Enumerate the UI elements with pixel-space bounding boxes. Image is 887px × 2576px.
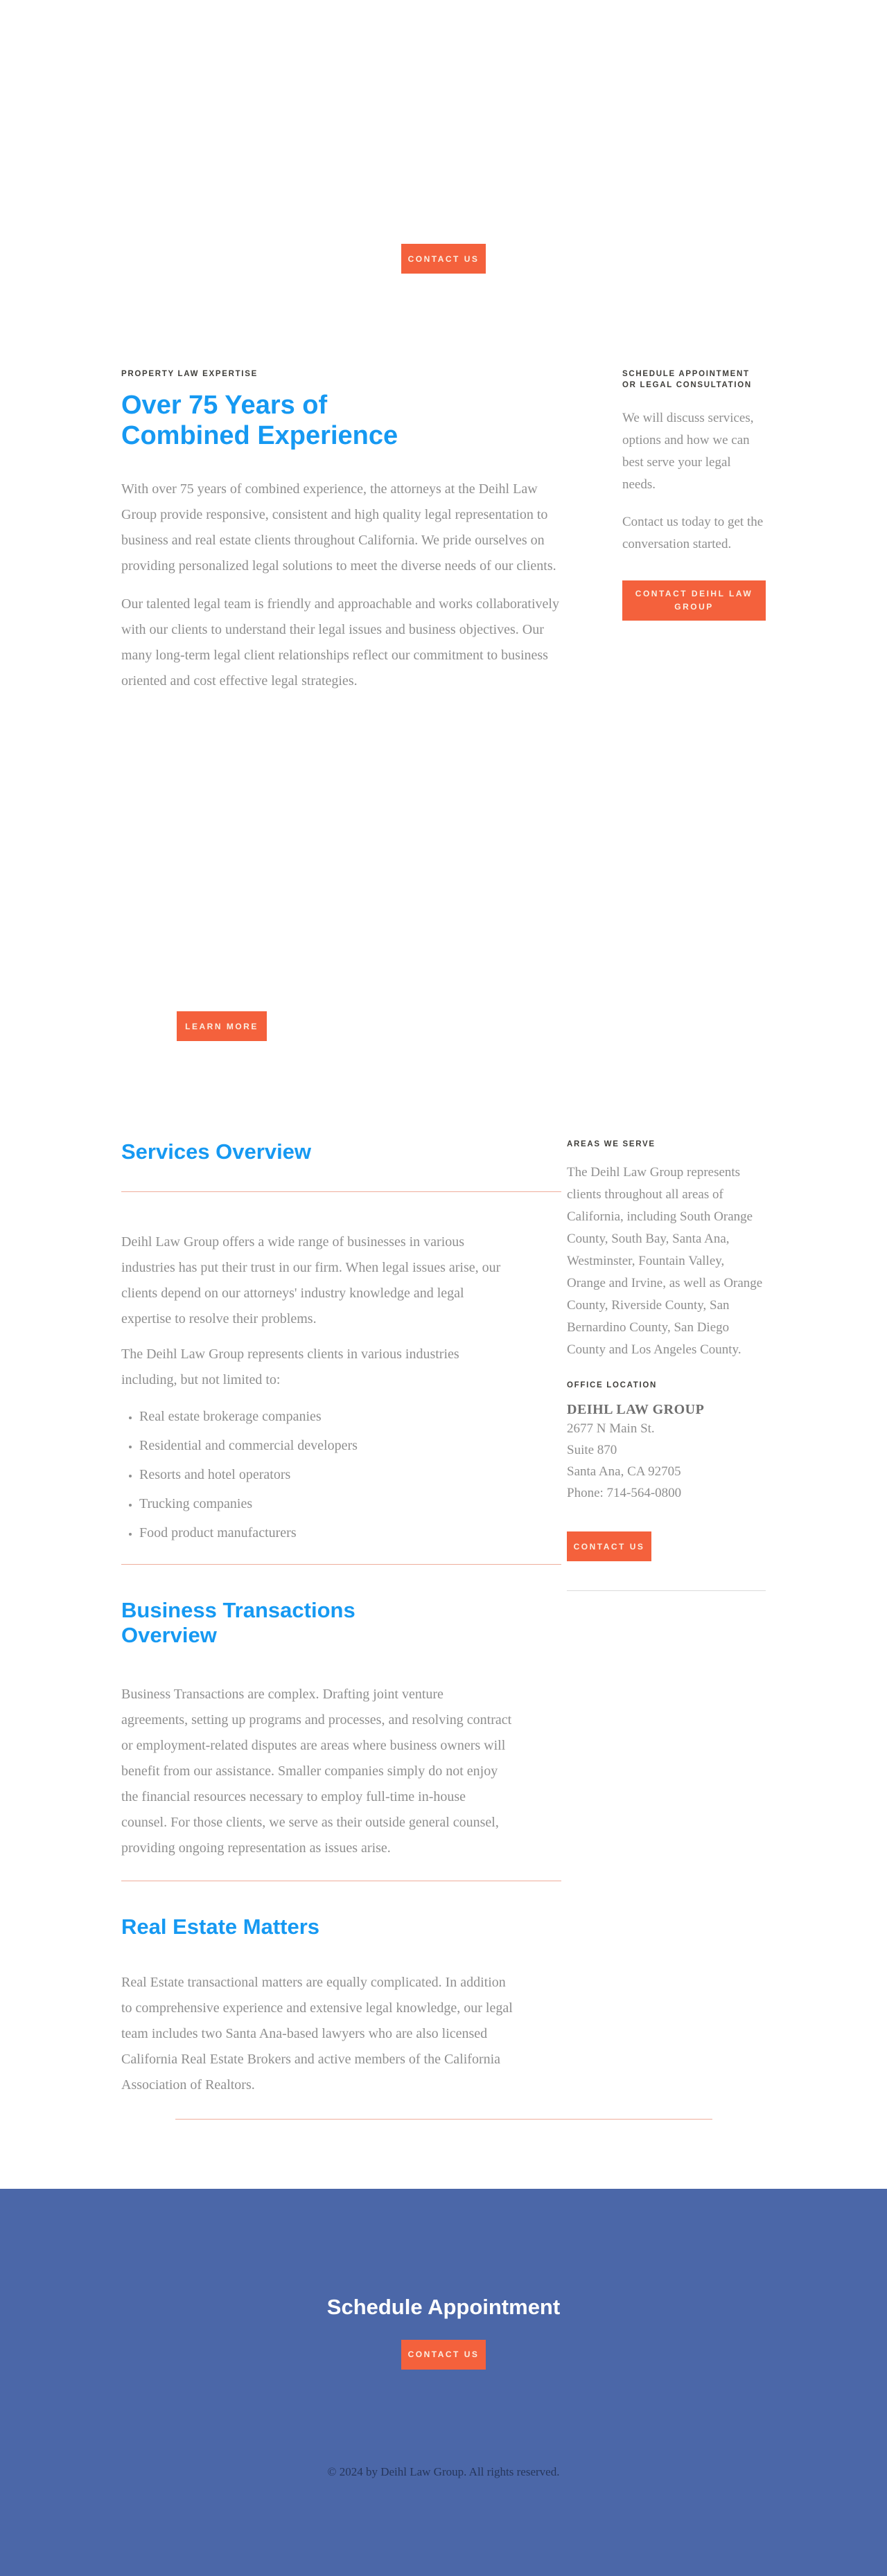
business-transactions-paragraph: Business Transactions are complex. Drafting joint venture agreements, setting up programs and processes, and resolving contract or employment-related disputes are areas where business owners will benefit from our assistance. Smaller companies simply do not enjoy the financial resources necessary to employ full-time in-house counsel. For those clients, we serve as their outside general counsel, providing ongoing representation as issues arise. [121, 1686, 512, 1856]
list-item: • Resorts and hotel operators [139, 1464, 561, 1486]
top-contact-us-button[interactable]: CONTACT US [401, 244, 486, 274]
list-item: • Residential and commercial developers [139, 1434, 561, 1457]
office-location-eyebrow: OFFICE LOCATION [567, 1380, 658, 1389]
services-divider [121, 1191, 561, 1192]
sidebar-contact-us-button[interactable]: CONTACT US [567, 1531, 651, 1561]
industries-list [121, 1405, 561, 1545]
real-estate-heading: Real Estate Matters [121, 1914, 320, 1939]
intro-main-column [121, 369, 561, 694]
intro-paragraph-1: With over 75 years of combined experience, the attorneys at the Deihl Law Group provide responsive, consistent and high quality legal representation to business and real estate clients throughout California. We pride ourselves on providing personalized legal solutions to meet the diverse needs of our clients. [121, 481, 556, 574]
areas-eyebrow: AREAS WE SERVE [567, 1140, 656, 1149]
list-item: • Real estate brokerage companies [139, 1405, 561, 1428]
consult-sidebar [622, 369, 766, 694]
list-item: • Food product manufacturers [139, 1522, 561, 1545]
services-section [121, 1139, 766, 2098]
services-paragraph-2: The Deihl Law Group represents clients in various industries including, but not limited to: [121, 1346, 459, 1387]
list-item: • Trucking companies [139, 1493, 561, 1516]
consult-paragraph-1: We will discuss services, options and how we can best serve your legal needs. [622, 411, 754, 492]
areas-sidebar [567, 1139, 766, 2098]
services-paragraph-1: Deihl Law Group offers a wide range of businesses in various industries has put their trust in our firm. When legal issues arise, our clients depend on our attorneys' industry knowledge and legal expertise to resolve their problems. [121, 1234, 501, 1326]
footer [0, 2189, 887, 2576]
pre-footer-divider [175, 2119, 712, 2120]
intro-eyebrow: PROPERTY LAW EXPERTISE [121, 370, 258, 378]
contact-deihl-law-group-button[interactable]: CONTACT DEIHL LAW GROUP [622, 580, 766, 621]
learn-more-button[interactable]: LEARN MORE [177, 1011, 267, 1041]
office-location-block [567, 1380, 766, 1592]
office-phone: Phone: 714-564-0800 [567, 1486, 682, 1501]
business-divider [121, 1564, 561, 1565]
services-heading: Services Overview [121, 1139, 312, 1164]
intro-heading: Over 75 Years of Combined Experience [121, 390, 398, 451]
office-firm-name: DEIHL LAW GROUP [567, 1402, 705, 1418]
intro-section [121, 369, 766, 1041]
real-estate-paragraph: Real Estate transactional matters are equally complicated. In addition to comprehensive experience and extensive legal knowledge, our legal team includes two Santa Ana-based lawyers who are also licensed California Real Estate Brokers and active members of the California Association of Realtors. [121, 1975, 513, 2093]
business-transactions-heading: Business Transactions Overview [121, 1597, 355, 1648]
hero-blank-area [0, 0, 887, 244]
services-main-column [121, 1139, 561, 2098]
office-address-line1: 2677 N Main St. [567, 1421, 655, 1437]
consult-paragraph-2: Contact us today to get the conversation started. [622, 515, 764, 552]
footer-contact-us-button[interactable]: CONTACT US [401, 2340, 486, 2370]
schedule-appointment-heading: Schedule Appointment [326, 2295, 561, 2320]
intro-paragraph-2: Our talented legal team is friendly and approachable and works collaboratively with our clients to understand their legal issues and business objectives. Our many long-term legal client relationships reflect our commitment to business oriented and cost effective legal strategies. [121, 596, 559, 689]
consult-eyebrow: SCHEDULE APPOINTMENT OR LEGAL CONSULTATION [622, 370, 752, 389]
office-address-line2: Suite 870 [567, 1443, 617, 1458]
areas-paragraph: The Deihl Law Group represents clients throughout all areas of California, including South Orange County, South Bay, Santa Ana, Westminster, Fountain Valley, Orange and Irvine, as well as Orange County, Riverside County, San Bernardino County, San Diego County and Los Angeles County. [567, 1164, 763, 1357]
sidebar-bottom-divider [567, 1590, 766, 1591]
office-address-line3: Santa Ana, CA 92705 [567, 1464, 681, 1480]
copyright-text: © 2024 by Deihl Law Group. All rights reserved. [327, 2464, 560, 2478]
